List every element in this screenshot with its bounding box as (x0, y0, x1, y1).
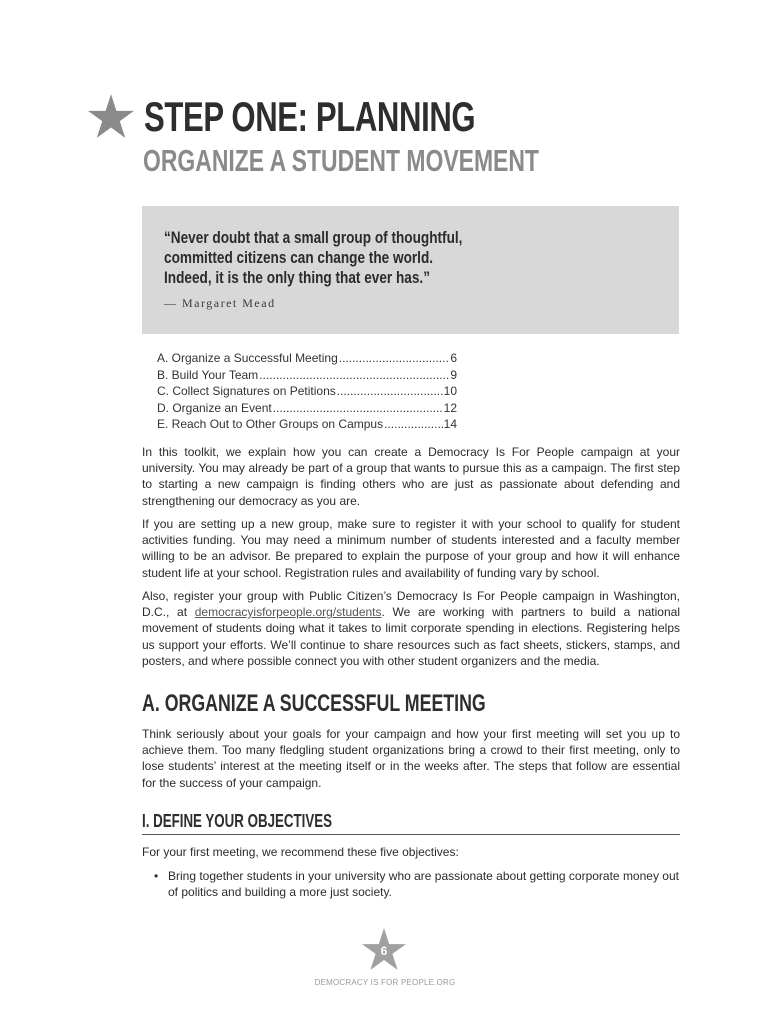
section-heading: A. ORGANIZE A SUCCESSFUL MEETING (142, 690, 486, 717)
toc-item-page: 14 (443, 417, 457, 431)
toc-item-label: C. Collect Signatures on Petitions (157, 384, 336, 398)
registration-paragraph: If you are setting up a new group, make sure to register it with your school to qualify for student activities funding. You may need a minimum number of students interested and a faculty member willing to be an advisor. Be prepared to explain the purpose of your group and how it will enhance student life at your school. Registration rules and availability of funding vary by school. (142, 517, 680, 580)
quote-line: Indeed, it is the only thing that ever has.” (164, 268, 430, 287)
toc-item-page: 10 (443, 384, 457, 398)
toc-leader-dots (273, 400, 443, 417)
page-subtitle: ORGANIZE A STUDENT MOVEMENT (143, 143, 539, 178)
paragraph-text: Also, register your group with Public Citizen’s Democracy Is For People campaign in Washington, D.C., at (142, 589, 680, 620)
table-of-contents (157, 350, 457, 433)
toc-item-page: 12 (443, 400, 457, 415)
toc-item-label: A. Organize a Successful Meeting (157, 351, 338, 365)
toc-item-page: 9 (450, 367, 457, 382)
list-item: • Bring together students in your university who are passionate about getting corporate money out of politics and building a more just society. (152, 868, 680, 900)
toc-leader-dots (384, 416, 443, 433)
toc-item[interactable] (157, 400, 457, 417)
toc-item-label: D. Organize an Event (157, 400, 272, 415)
section-body: Think seriously about your goals for your campaign and how your first meeting will set you up to achieve them. Too many fledgling student organizations bring a crowd to their first meeting, only to lose students’ interest at the meeting itself or in the weeks after. The steps that follow are essential for the success of your campaign. (142, 727, 680, 790)
students-link[interactable]: democracyisforpeople.org/students (194, 605, 382, 620)
toc-item[interactable] (157, 367, 457, 384)
toc-leader-dots (339, 350, 450, 367)
objectives-list (152, 868, 680, 900)
national-registration-paragraph (142, 588, 680, 669)
subsection-heading: I. DEFINE YOUR OBJECTIVES (142, 811, 332, 831)
star-icon (88, 94, 134, 138)
toc-item[interactable] (157, 350, 457, 367)
toc-item-label: B. Build Your Team (157, 367, 259, 382)
quote-line: committed citizens can change the world. (164, 248, 434, 267)
quote-box (142, 206, 679, 334)
paragraph-text: . We are working with partners to build a national movement of students doing what it takes to limit corporate spending in elections. Registering helps us support your efforts. We’ll continue to share resources such as fact sheets, stickers, stamps, and posters, and where possible connect you with other student organizers and the media. (142, 605, 680, 668)
toc-item[interactable] (157, 416, 457, 433)
subsection-intro: For your first meeting, we recommend these five objectives: (142, 845, 459, 859)
toc-leader-dots (337, 383, 443, 400)
quote-author: — Margaret Mead (164, 296, 276, 310)
toc-item-label: E. Reach Out to Other Groups on Campus (157, 417, 384, 431)
footer-site: DEMOCRACY IS FOR PEOPLE.ORG (314, 978, 456, 987)
quote-line: “Never doubt that a small group of thoughtful, (164, 228, 463, 247)
quote-text (164, 228, 462, 288)
heading-divider (142, 834, 680, 835)
page-number: 6 (380, 944, 388, 958)
intro-paragraph: In this toolkit, we explain how you can create a Democracy Is For People campaign at your university. You may already be part of a group that wants to pursue this as a campaign. The first step to starting a new campaign is finding others who are just as passionate about defending and strengthening our democracy as you are. (142, 445, 680, 508)
toc-item-page: 6 (450, 351, 457, 365)
toc-leader-dots (259, 367, 449, 384)
page-title: STEP ONE: PLANNING (144, 93, 476, 140)
toc-item[interactable] (157, 383, 457, 400)
